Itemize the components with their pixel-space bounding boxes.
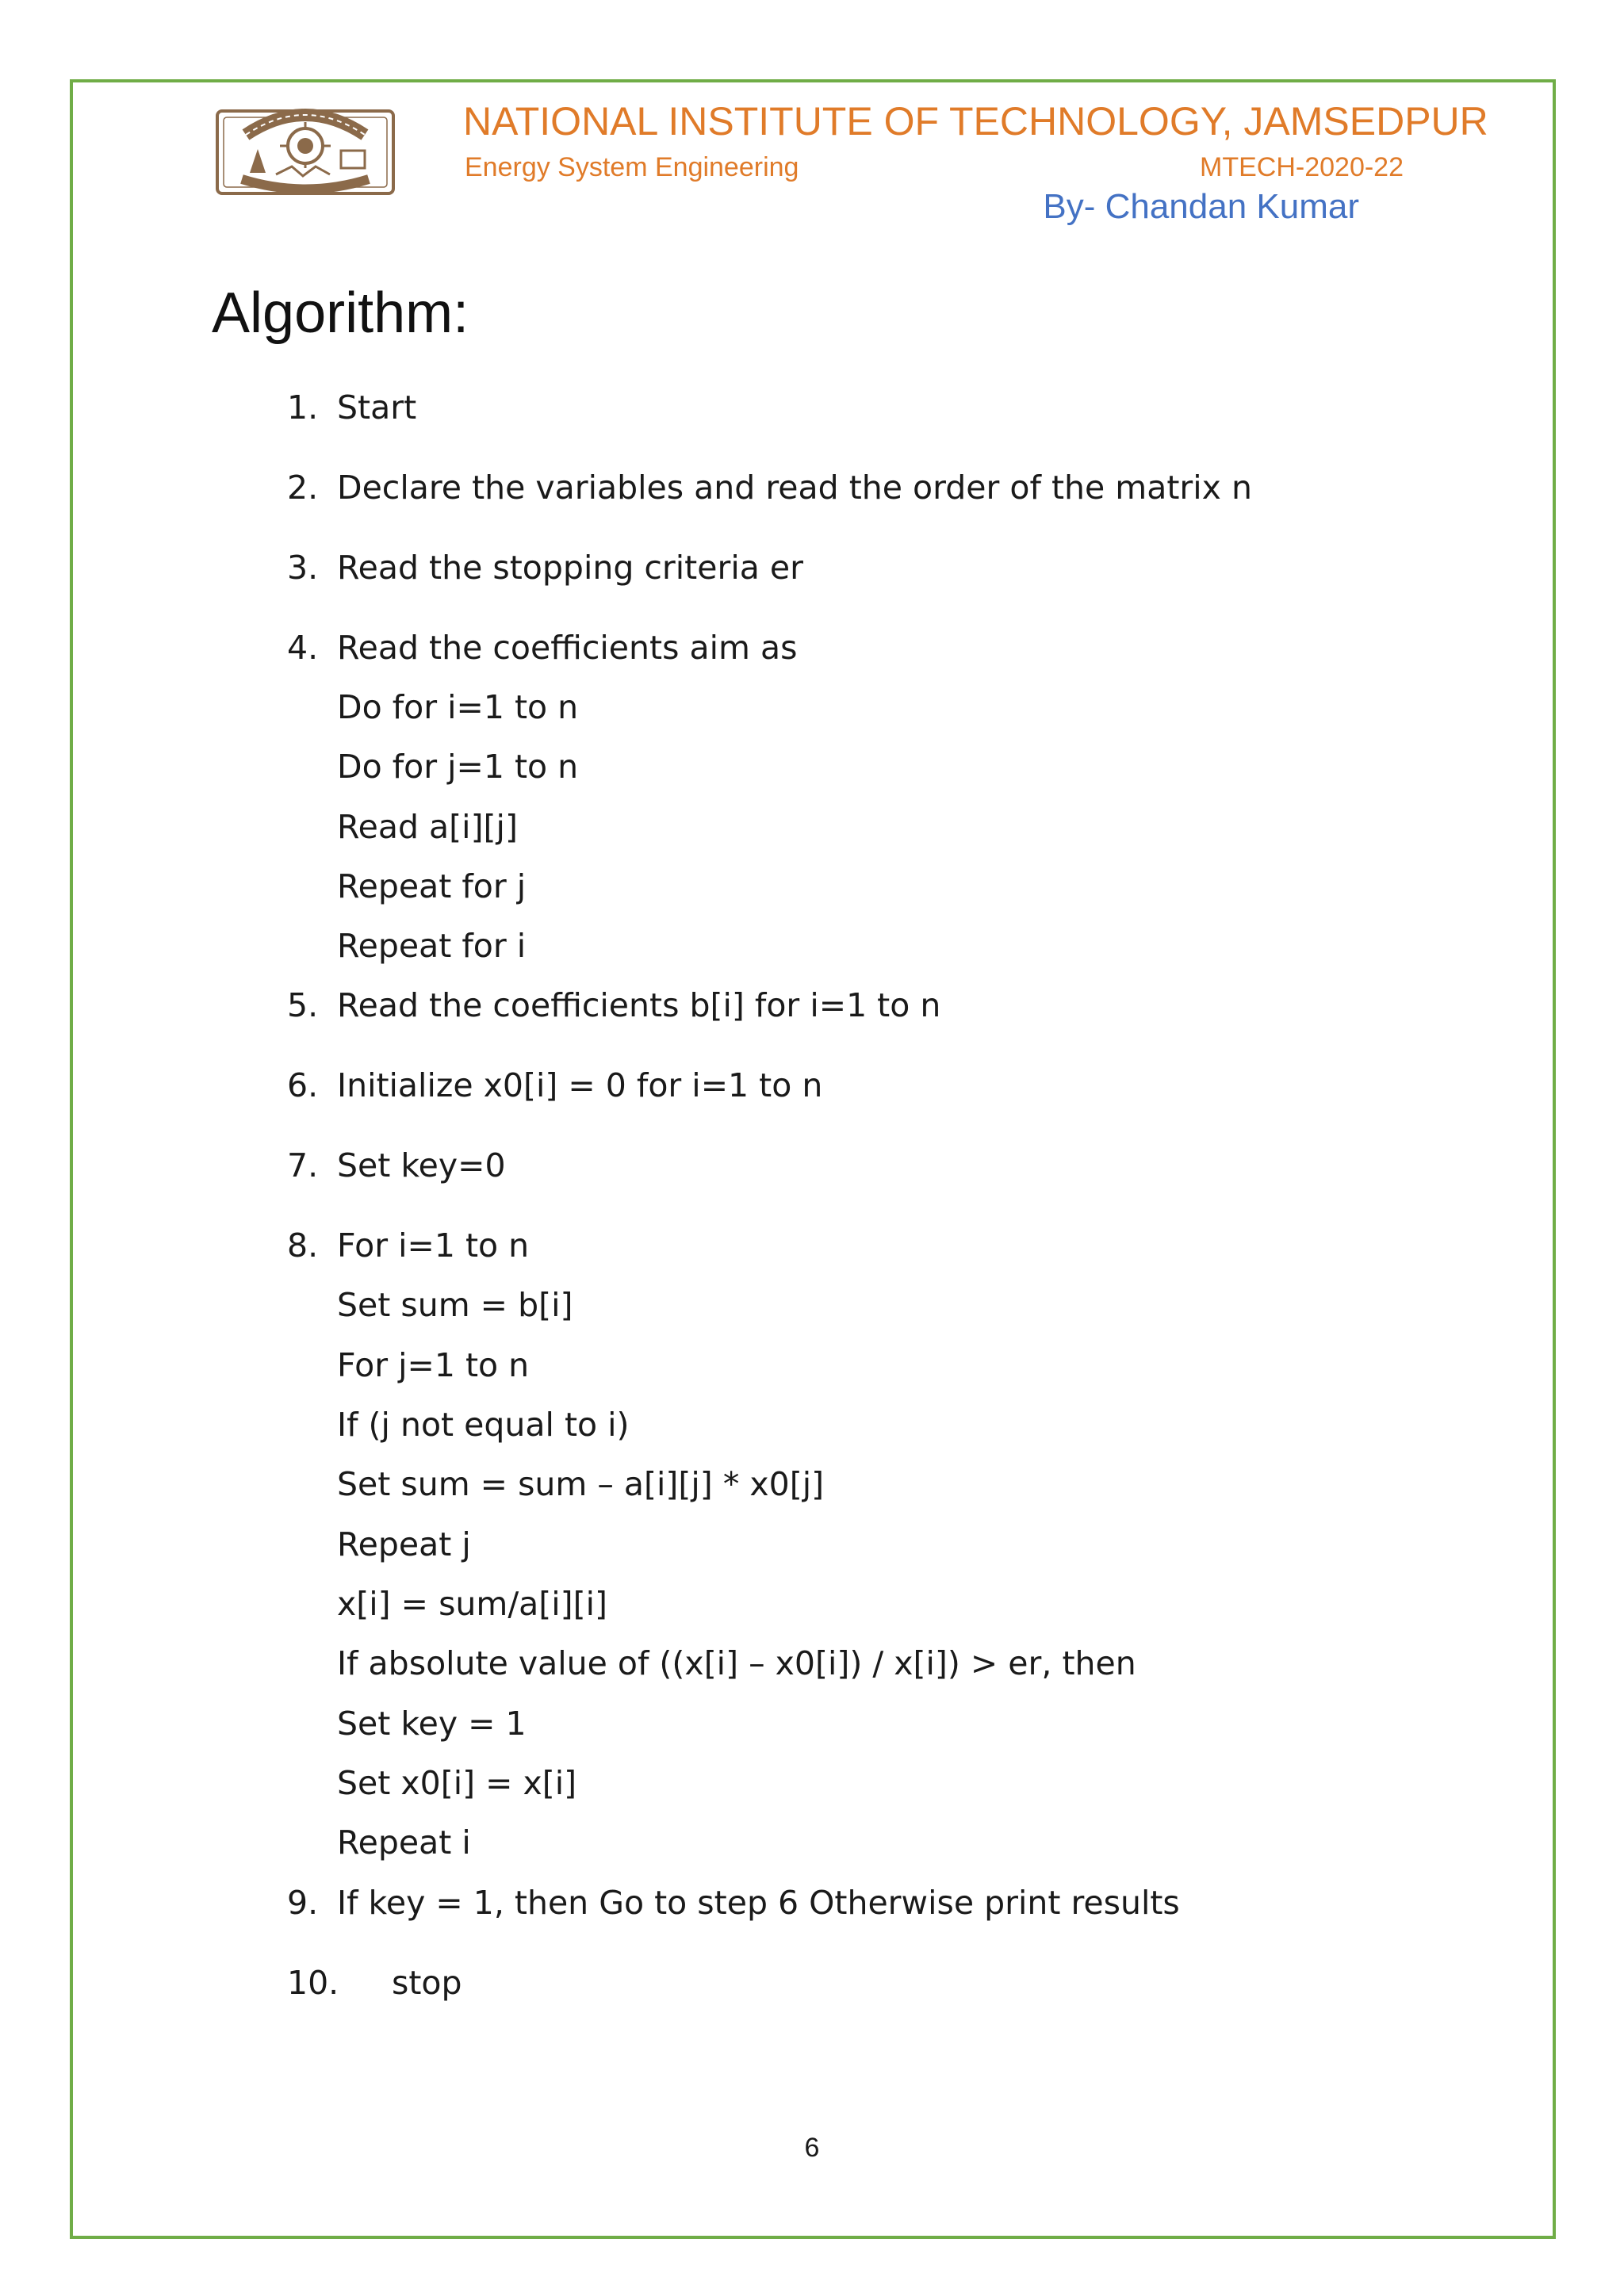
step-text: Read a[i][j]: [337, 808, 518, 846]
step-text: Repeat for j: [337, 867, 527, 905]
step-number: 2.: [287, 469, 319, 507]
step-text: Repeat i: [337, 1823, 471, 1862]
step-text: Read the coefficients aim as: [337, 629, 798, 667]
step-number: 4.: [287, 629, 319, 667]
step-number: 5.: [287, 986, 319, 1024]
institute-seal-icon: [214, 100, 396, 197]
step-text: If key = 1, then Go to step 6 Otherwise print results: [337, 1884, 1180, 1922]
step-text: Set key=0: [337, 1146, 506, 1184]
step-number: 7.: [287, 1146, 319, 1184]
step-text: Initialize x0[i] = 0 for i=1 to n: [337, 1066, 823, 1104]
step-number: 1.: [287, 388, 319, 427]
step-number: 9.: [287, 1884, 319, 1922]
step-text: Set sum = b[i]: [337, 1286, 573, 1324]
step-text: Declare the variables and read the order of the matrix n: [337, 469, 1252, 507]
step-text: If absolute value of ((x[i] – x0[i]) / x[i]) > er, then: [337, 1644, 1136, 1682]
step-text: For j=1 to n: [337, 1346, 530, 1384]
step-number: 6.: [287, 1066, 319, 1104]
step-text: Read the coefficients b[i] for i=1 to n: [337, 986, 941, 1024]
step-text: Repeat j: [337, 1525, 471, 1563]
step-text: Start: [337, 388, 417, 427]
step-text: Set key = 1: [337, 1705, 527, 1743]
step-text: For i=1 to n: [337, 1226, 530, 1265]
author-name: By- Chandan Kumar: [1043, 187, 1359, 226]
step-text: Do for j=1 to n: [337, 748, 579, 786]
institute-name: NATIONAL INSTITUTE OF TECHNOLOGY, JAMSEDPUR: [463, 99, 1488, 144]
step-text: x[i] = sum/a[i][i]: [337, 1585, 608, 1623]
step-text: Repeat for i: [337, 927, 527, 965]
step-text: If (j not equal to i): [337, 1406, 630, 1444]
step-number: 3.: [287, 549, 319, 587]
step-number: 10.: [287, 1964, 339, 2002]
step-text: stop: [392, 1964, 462, 2002]
step-text: Set sum = sum – a[i][j] * x0[j]: [337, 1465, 825, 1503]
step-text: Read the stopping criteria er: [337, 549, 803, 587]
batch-label: MTECH-2020-22: [1200, 152, 1404, 182]
page-number: 6: [804, 2133, 820, 2163]
step-number: 8.: [287, 1226, 319, 1265]
step-text: Do for i=1 to n: [337, 688, 579, 726]
step-text: Set x0[i] = x[i]: [337, 1764, 577, 1802]
section-heading: Algorithm:: [212, 281, 469, 345]
department-name: Energy System Engineering: [465, 152, 799, 182]
